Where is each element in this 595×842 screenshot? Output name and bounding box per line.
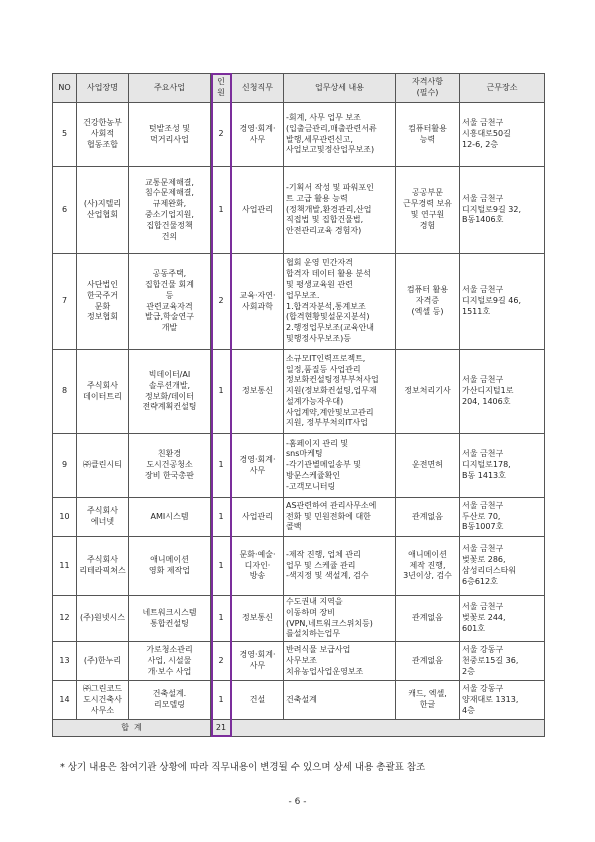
cell-qualification: 정보처리기사	[396, 350, 460, 434]
cell-job: 문화·예술· 디자인· 방송	[232, 537, 284, 596]
header-no: NO	[53, 74, 77, 103]
header-job: 신청직무	[232, 74, 284, 103]
cell-job: 경영·회계· 사무	[232, 434, 284, 498]
cell-location: 서울 금천구 두산로 70, B동1007호	[460, 498, 545, 537]
cell-qualification: 컴퓨터활용 능력	[396, 103, 460, 167]
cell-count: 2	[211, 254, 232, 350]
header-business: 주요사업	[129, 74, 211, 103]
cell-job: 사업관리	[232, 498, 284, 537]
cell-job: 건설	[232, 681, 284, 720]
cell-duties: 수도권내 지역을 이동하며 장비 (VPN,네트워크스위치등) 를설치하는업무	[284, 596, 396, 642]
total-label: 합 계	[53, 720, 211, 737]
cell-qualification: 애니메이션 제작 진행, 3년이상, 검수	[396, 537, 460, 596]
cell-location: 서울 금천구 디지털로9길 46, 1511호	[460, 254, 545, 350]
cell-business: 교통문제해결, 침수문제해결, 규제완화, 중소기업지원, 집합건물정책 건의	[129, 167, 211, 254]
header-qualification: 자격사항 (필수)	[396, 74, 460, 103]
cell-job: 정보통신	[232, 596, 284, 642]
cell-company: (사)지텔리 산업협회	[77, 167, 129, 254]
cell-company: (주)원넷시스	[77, 596, 129, 642]
footnote: * 상기 내용은 참여기관 상황에 따라 직무내용이 변경될 수 있으며 상세 내용 총괄표 참조	[60, 762, 426, 773]
cell-duties: 반려식물 보급사업 사무보조 치유농업사업운영보조	[284, 642, 396, 681]
table-row	[53, 103, 545, 167]
cell-duties: -기획서 작성 및 파워포인 트 고급 활용 능력 (정책개발,환경관리,산업 직접법 및 집합건물법, 안전관리교육 경험자)	[284, 167, 396, 254]
cell-no: 14	[53, 681, 77, 720]
recruitment-table-wrapper	[52, 73, 544, 737]
cell-company: ㈜클린시티	[77, 434, 129, 498]
cell-company: 건강한농부 사회적 협동조합	[77, 103, 129, 167]
total-row	[53, 720, 545, 737]
cell-company: 주식회사 데이터트리	[77, 350, 129, 434]
cell-duties: 소규모IT인력프로젝트, 일정,품질등 사업관리 정보화컨설팅정부부처사업 지원(정보화컨설팅,업무재 설계가능자우대) 사업계약,계안및보고관리 지원, 정부부처의IT사업	[284, 350, 396, 434]
cell-location: 서울 강동구 천중로15길 36, 2층	[460, 642, 545, 681]
cell-count: 1	[211, 167, 232, 254]
cell-qualification: 캐드, 엑셀, 한글	[396, 681, 460, 720]
cell-count: 2	[211, 103, 232, 167]
cell-business: 텃밭조성 및 먹거리사업	[129, 103, 211, 167]
cell-job: 경영·회계· 사무	[232, 642, 284, 681]
cell-qualification: 컴퓨터 활용 자격증 (엑셀 등)	[396, 254, 460, 350]
cell-business: AMI시스템	[129, 498, 211, 537]
cell-company: ㈜그린코드 도시건축사 사무소	[77, 681, 129, 720]
cell-no: 6	[53, 167, 77, 254]
cell-no: 8	[53, 350, 77, 434]
table-row	[53, 434, 545, 498]
cell-count: 1	[211, 350, 232, 434]
cell-location: 서울 금천구 시흥대로50길 12-6, 2층	[460, 103, 545, 167]
cell-business: 가로청소관리 사업, 시설물 개·보수 사업	[129, 642, 211, 681]
cell-qualification: 운전면허	[396, 434, 460, 498]
cell-no: 13	[53, 642, 77, 681]
cell-location: 서울 강동구 양재대로 1313, 4층	[460, 681, 545, 720]
cell-count: 2	[211, 642, 232, 681]
cell-no: 9	[53, 434, 77, 498]
cell-business: 빅데이터/AI 솔루션개발, 정보화/데이터 전략계획컨설팅	[129, 350, 211, 434]
header-location: 근무장소	[460, 74, 545, 103]
table-row	[53, 537, 545, 596]
cell-duties: -제작 진행, 업체 관리 업무 및 스케쥴 관리 -색지정 및 색설계, 검수	[284, 537, 396, 596]
cell-company: 사단법인 한국주거 문화 정보협회	[77, 254, 129, 350]
cell-location: 서울 금천구 디지털로178, B동 1413호	[460, 434, 545, 498]
cell-count: 1	[211, 498, 232, 537]
cell-job: 경영·회계· 사무	[232, 103, 284, 167]
cell-business: 네트워크시스템 통합컨설팅	[129, 596, 211, 642]
cell-qualification: 관계없음	[396, 642, 460, 681]
cell-count: 1	[211, 596, 232, 642]
cell-no: 7	[53, 254, 77, 350]
cell-no: 5	[53, 103, 77, 167]
cell-location: 서울 금천구 디지털로9길 32, B동1406호	[460, 167, 545, 254]
cell-duties: 건축설계	[284, 681, 396, 720]
table-row	[53, 642, 545, 681]
cell-duties: -회계, 사무 업무 보조 (입출금관리,매출관련서류 발행,세무관련신고, 사업보고및정산업무보조)	[284, 103, 396, 167]
header-count: 인 원	[211, 74, 232, 103]
recruitment-table	[52, 73, 545, 737]
cell-business: 공동주택, 집합건물 회계 등 관련교육자격 발급,학술연구 개발	[129, 254, 211, 350]
cell-business: 친환경 도시건공청소 장비 한국총판	[129, 434, 211, 498]
cell-qualification: 관계없음	[396, 596, 460, 642]
cell-qualification: 관계없음	[396, 498, 460, 537]
cell-no: 12	[53, 596, 77, 642]
cell-no: 11	[53, 537, 77, 596]
header-duties: 업무상세 내용	[284, 74, 396, 103]
table-row	[53, 350, 545, 434]
total-blank	[232, 720, 545, 737]
cell-company: 주식회사 리테라픽쳐스	[77, 537, 129, 596]
table-row	[53, 498, 545, 537]
cell-company: 주식회사 에너넷	[77, 498, 129, 537]
cell-job: 사업관리	[232, 167, 284, 254]
cell-job: 교육·자연· 사회과학	[232, 254, 284, 350]
cell-location: 서울 금천구 가산디지털1로 204, 1406호	[460, 350, 545, 434]
table-row	[53, 596, 545, 642]
cell-location: 서울 금천구 벚꽃로 286, 삼성리더스타워 6층612호	[460, 537, 545, 596]
total-count: 21	[211, 720, 232, 737]
table-row	[53, 681, 545, 720]
cell-job: 정보통신	[232, 350, 284, 434]
cell-business: 애니메이션 영화 제작업	[129, 537, 211, 596]
cell-duties: 협회 운영 민간자격 합격자 데이터 활용 분석 및 평생교육원 관련 업무보조. 1.합격자분석,통계보조 (합격현황및설문지분석) 2.행정업무보조(교육안내 및행정사무보조)등	[284, 254, 396, 350]
cell-duties: AS관련하여 관리사무소에 전화 및 민원전화에 대한 콜백	[284, 498, 396, 537]
page-number: - 6 -	[288, 797, 307, 807]
table-row	[53, 167, 545, 254]
cell-count: 1	[211, 537, 232, 596]
header-row	[53, 74, 545, 103]
cell-qualification: 공공부문 근무경력 보유 및 연구원 경험	[396, 167, 460, 254]
cell-company: (주)한누리	[77, 642, 129, 681]
header-company: 사업장명	[77, 74, 129, 103]
cell-duties: -홈페이지 관리 및 sns마케팅 -각기관별메일송부 및 방문스케쥴확인 -고객모니터링	[284, 434, 396, 498]
cell-business: 건축설계. 리모델링	[129, 681, 211, 720]
cell-count: 1	[211, 681, 232, 720]
cell-count: 1	[211, 434, 232, 498]
cell-no: 10	[53, 498, 77, 537]
table-row	[53, 254, 545, 350]
cell-location: 서울 금천구 벚꽃로 244, 601호	[460, 596, 545, 642]
